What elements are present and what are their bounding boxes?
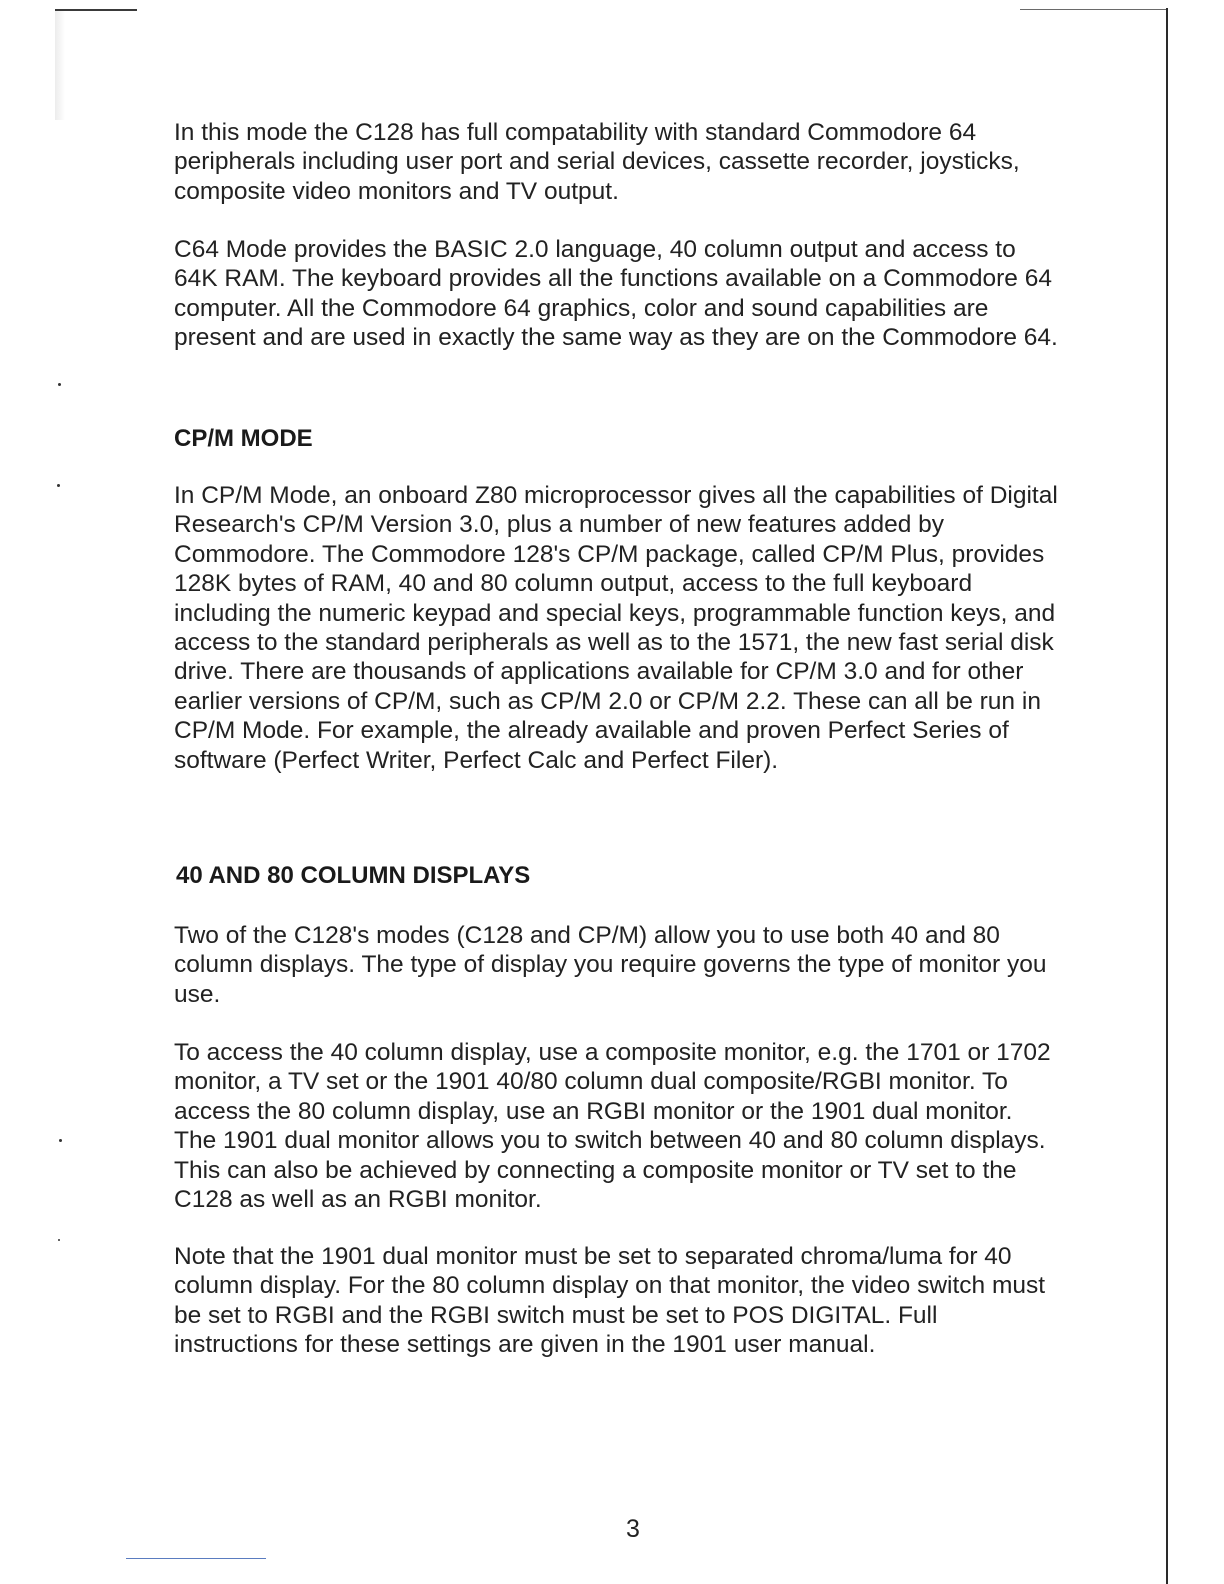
cpm-mode-paragraph: In CP/M Mode, an onboard Z80 microprocessor gives all the capabilities of Digital Research's CP/M Version 3.0, plus a number of new features added by Commodore. The Commodore 128's CP/M package, called CP/M Plus, provides 128K bytes of RAM, 40 and 80 column output, access to the full keyboard including the numeric keypad and special keys, programmable function keys, and access to the standard peripherals as well as to the 1571, the new fast serial disk drive. There are thousands of applications available for CP/M 3.0 and for other earlier versions of CP/M, such as CP/M 2.0 or CP/M 2.2. These can all be run in CP/M Mode. For example, the already available and proven Perfect Series of software (Perfect Writer, Perfect Calc and Perfect Filer). bbox=[174, 482, 1058, 774]
scan-speck bbox=[58, 1239, 60, 1241]
column-displays-paragraph-note: Note that the 1901 dual monitor must be set to separated chroma/luma for 40 column display. For the 80 column display on that monitor, the video switch must be set to RGBI and the RGBI switch must be set to POS DIGITAL. Full instructions for these settings are given in the 1901 user manual. bbox=[174, 1243, 1046, 1359]
cpm-mode-heading: CP/M MODE bbox=[174, 425, 313, 452]
column-displays-paragraph-access: To access the 40 column display, use a composite monitor, e.g. the 1701 or 1702 monitor, a TV set or the 1901 40/80 column dual composite/RGBI monitor. To access the 80 column display, use an RGBI monitor or the 1901 dual monitor. The 1901 dual monitor allows you to switch between 40 and 80 column displays. This can also be achieved by connecting a composite monitor or TV set to the C128 as well as an RGBI monitor. bbox=[174, 1039, 1051, 1214]
column-displays-heading: 40 AND 80 COLUMN DISPLAYS bbox=[176, 862, 531, 889]
scan-speck bbox=[57, 484, 60, 487]
scan-speck bbox=[59, 1139, 62, 1142]
page-edge-top-right bbox=[1020, 9, 1168, 10]
intro-paragraph-c64-mode: C64 Mode provides the BASIC 2.0 language, 40 column output and access to 64K RAM. The keyboard provides all the functions available on a Commodore 64 computer. All the Commodore 64 graphics, color and sound capabilities are present and are used in exactly the same way as they are on the Commodore 64. bbox=[174, 236, 1058, 352]
page-edge-right bbox=[1166, 8, 1168, 1584]
page-edge-top-left bbox=[55, 9, 137, 11]
intro-paragraph-compatibility: In this mode the C128 has full compatability with standard Commodore 64 peripherals including user port and serial devices, cassette recorder, joysticks, composite video monitors and TV output. bbox=[174, 119, 1020, 205]
page-number: 3 bbox=[626, 1515, 640, 1543]
page-shadow-left bbox=[55, 10, 65, 120]
column-displays-paragraph-intro: Two of the C128's modes (C128 and CP/M) allow you to use both 40 and 80 column displays. The type of display you require governs the type of monitor you use. bbox=[174, 922, 1047, 1008]
scan-speck bbox=[58, 383, 61, 386]
bottom-rule bbox=[126, 1558, 266, 1559]
